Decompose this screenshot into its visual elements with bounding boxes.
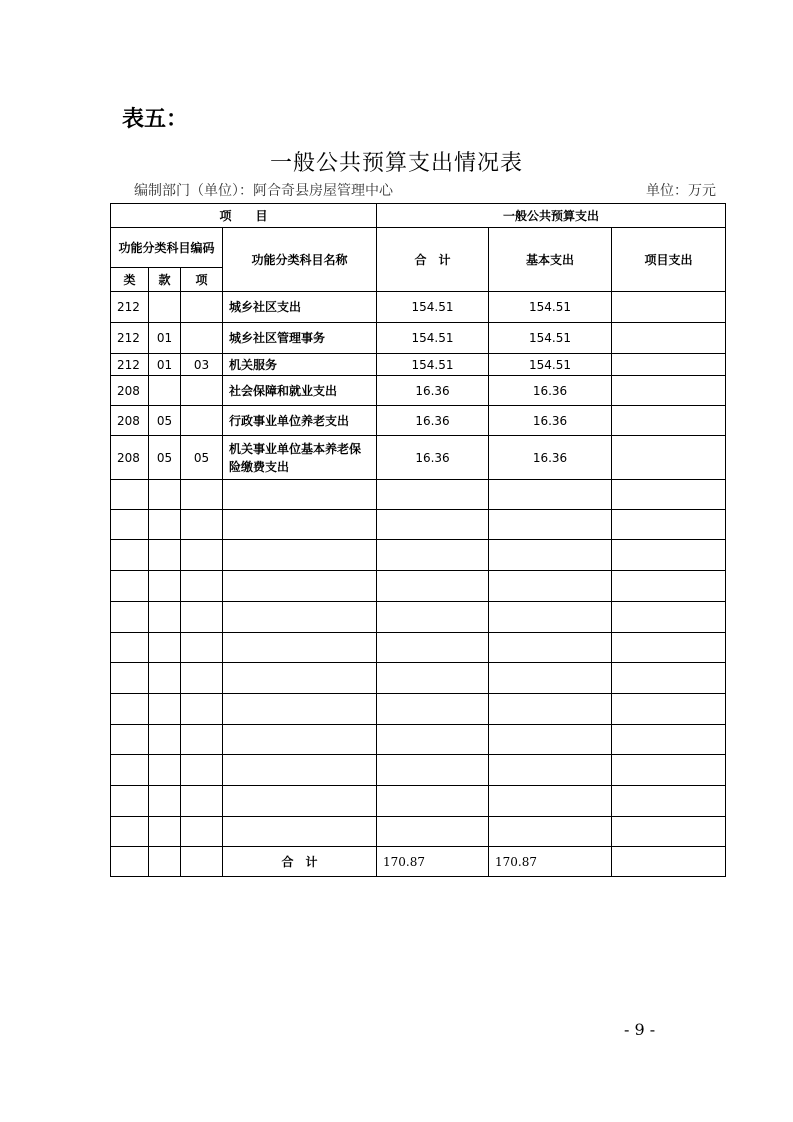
empty-row	[111, 663, 726, 694]
cell-item	[612, 323, 726, 354]
header-kuan: 款	[149, 268, 181, 292]
cell-basic: 154.51	[489, 323, 612, 354]
header-total: 合 计	[377, 228, 489, 292]
total-basic-value: 170.87	[489, 847, 612, 877]
header-class: 类	[111, 268, 149, 292]
cell-class: 208	[111, 406, 149, 436]
cell-name: 行政事业单位养老支出	[223, 406, 377, 436]
empty-row	[111, 480, 726, 510]
table-number-label: 表五：	[122, 107, 189, 132]
empty-row	[111, 817, 726, 847]
cell-total: 154.51	[377, 292, 489, 323]
cell-name: 机关服务	[223, 354, 377, 376]
header-general-budget: 一般公共预算支出	[377, 204, 726, 228]
cell-class: 212	[111, 292, 149, 323]
cell-class: 212	[111, 323, 149, 354]
header-xiang: 项	[181, 268, 223, 292]
table-row	[111, 292, 726, 323]
cell-total: 16.36	[377, 436, 489, 480]
cell-total: 16.36	[377, 376, 489, 406]
cell-item	[612, 406, 726, 436]
cell-item	[612, 376, 726, 406]
total-row	[111, 847, 726, 877]
header-name: 功能分类科目名称	[223, 228, 377, 292]
empty-row	[111, 571, 726, 602]
cell-item	[612, 292, 726, 323]
table-row	[111, 354, 726, 376]
empty-row	[111, 694, 726, 725]
empty-row	[111, 633, 726, 663]
cell-kuan	[149, 376, 181, 406]
cell-xiang	[181, 376, 223, 406]
empty-row	[111, 725, 726, 755]
cell-kuan: 01	[149, 354, 181, 376]
cell-kuan: 05	[149, 436, 181, 480]
cell-xiang	[181, 292, 223, 323]
cell-kuan	[149, 292, 181, 323]
cell-basic: 16.36	[489, 406, 612, 436]
total-item-value	[612, 847, 726, 877]
cell-kuan: 05	[149, 406, 181, 436]
unit-label: 单位：万元	[646, 183, 716, 199]
cell-total: 154.51	[377, 323, 489, 354]
cell-xiang: 03	[181, 354, 223, 376]
table-row	[111, 406, 726, 436]
budget-table	[110, 203, 726, 877]
header-basic: 基本支出	[489, 228, 612, 292]
cell-total: 16.36	[377, 406, 489, 436]
empty-row	[111, 602, 726, 633]
page-number: - 9 -	[624, 1020, 656, 1039]
cell-item	[612, 354, 726, 376]
cell-item	[612, 436, 726, 480]
total-value: 170.87	[377, 847, 489, 877]
empty-row	[111, 540, 726, 571]
header-project: 项 目	[111, 204, 377, 228]
cell-basic: 16.36	[489, 436, 612, 480]
header-item: 项目支出	[612, 228, 726, 292]
table-row	[111, 376, 726, 406]
cell-total: 154.51	[377, 354, 489, 376]
empty-row	[111, 510, 726, 540]
cell-xiang	[181, 323, 223, 354]
table-row	[111, 436, 726, 480]
cell-basic: 154.51	[489, 354, 612, 376]
cell-class: 212	[111, 354, 149, 376]
cell-class: 208	[111, 376, 149, 406]
cell-class: 208	[111, 436, 149, 480]
cell-name: 社会保障和就业支出	[223, 376, 377, 406]
cell-basic: 154.51	[489, 292, 612, 323]
table-row	[111, 323, 726, 354]
cell-basic: 16.36	[489, 376, 612, 406]
cell-name: 城乡社区支出	[223, 292, 377, 323]
department-label: 编制部门（单位）：阿合奇县房屋管理中心	[134, 183, 393, 199]
cell-xiang	[181, 406, 223, 436]
empty-row	[111, 786, 726, 817]
cell-name: 城乡社区管理事务	[223, 323, 377, 354]
cell-xiang: 05	[181, 436, 223, 480]
cell-kuan: 01	[149, 323, 181, 354]
empty-row	[111, 755, 726, 786]
total-label: 合 计	[223, 847, 377, 877]
page-title: 一般公共预算支出情况表	[269, 151, 523, 176]
cell-name: 机关事业单位基本养老保险缴费支出	[223, 436, 377, 480]
header-code: 功能分类科目编码	[111, 228, 223, 268]
